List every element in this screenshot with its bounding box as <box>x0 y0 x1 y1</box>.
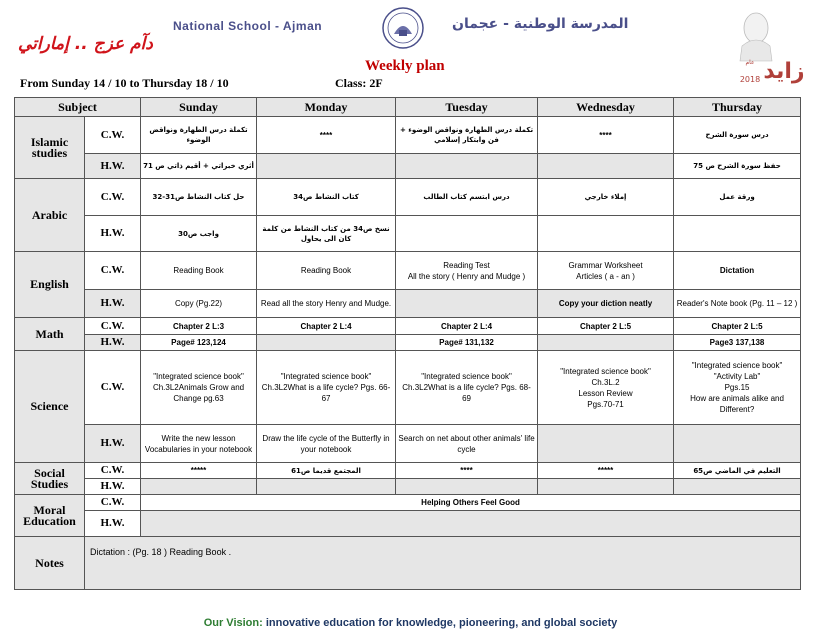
hw-label: H.W. <box>85 511 141 537</box>
science-cw-monday: "Integrated science book" Ch.3L2What is a life cycle? Pgs. 66-67 <box>257 351 396 425</box>
arabic-hw-thursday <box>674 216 801 252</box>
cw-label: C.W. <box>85 117 141 154</box>
vision-label: Our Vision: <box>203 617 263 629</box>
science-hw-monday: Draw the life cycle of the Butterfly in your notebook <box>257 425 396 463</box>
social-hw-thursday <box>674 479 801 495</box>
subject-islamic: Islamic studies <box>15 117 85 179</box>
arabic-hw-monday: نسخ ص34 من كتاب النشاط من كلمة كان الى يحاول <box>257 216 396 252</box>
school-name-arabic: المدرسة الوطنية - عجمان <box>452 16 629 32</box>
social-hw-sunday <box>141 479 257 495</box>
english-cw-tuesday: Reading Test All the story ( Henry and Mudge ) <box>396 252 538 290</box>
slogan-logo: دآم عزج .. إماراتي <box>18 34 153 54</box>
class-label: Class: 2F <box>335 76 383 90</box>
subject-arabic: Arabic <box>15 179 85 252</box>
islamic-cw-tuesday: تكملة درس الطهارة ونواقض الوضوء + فن وابتكار إسلامي <box>396 117 538 154</box>
moral-cw-week: Helping Others Feel Good <box>141 495 801 511</box>
moral-hw-row <box>15 511 801 537</box>
islamic-hw-wednesday <box>538 154 674 179</box>
arabic-cw-tuesday: درس ابتسم كتاب الطالب <box>396 179 538 216</box>
islamic-hw-monday <box>257 154 396 179</box>
science-hw-thursday <box>674 425 801 463</box>
year-of-zayed-logo <box>726 6 810 86</box>
arabic-cw-monday: كتاب النشاط ص34 <box>257 179 396 216</box>
day-header-thursday: Thursday <box>674 98 801 117</box>
arabic-cw-wednesday: إملاء خارجي <box>538 179 674 216</box>
english-hw-sunday: Copy (Pg.22) <box>141 290 257 318</box>
english-hw-row <box>15 290 801 318</box>
science-cw-row <box>15 351 801 425</box>
social-hw-monday <box>257 479 396 495</box>
moral-hw-week <box>141 511 801 537</box>
day-header-sunday: Sunday <box>141 98 257 117</box>
social-cw-sunday: ***** <box>141 463 257 479</box>
social-cw-wednesday: ***** <box>538 463 674 479</box>
english-hw-wednesday: Copy your diction neatly <box>538 290 674 318</box>
english-cw-thursday: Dictation <box>674 252 801 290</box>
hw-label: H.W. <box>85 425 141 463</box>
day-header-monday: Monday <box>257 98 396 117</box>
moral-cw-row <box>15 495 801 511</box>
notes-text: Dictation : (Pg. 18 ) Reading Book . <box>85 537 801 590</box>
math-hw-thursday: Page3 137,138 <box>674 335 801 351</box>
arabic-cw-thursday: ورقة عمل <box>674 179 801 216</box>
date-range: From Sunday 14 / 10 to Thursday 18 / 10 <box>20 76 229 90</box>
social-cw-tuesday: **** <box>396 463 538 479</box>
subject-english: English <box>15 252 85 318</box>
english-cw-monday: Reading Book <box>257 252 396 290</box>
social-cw-thursday: التعليم في الماضي ص65 <box>674 463 801 479</box>
cw-label: C.W. <box>85 495 141 511</box>
math-cw-row <box>15 318 801 335</box>
arabic-hw-tuesday <box>396 216 538 252</box>
subject-moral-education: Moral Education <box>15 495 85 537</box>
page-title: Weekly plan <box>365 58 445 74</box>
science-hw-tuesday: Search on net about other animals' life cycle <box>396 425 538 463</box>
social-cw-row <box>15 463 801 479</box>
english-hw-tuesday <box>396 290 538 318</box>
day-header-tuesday: Tuesday <box>396 98 538 117</box>
math-cw-wednesday: Chapter 2 L:5 <box>538 318 674 335</box>
zayed-logo-year-label: عام <box>745 59 755 66</box>
arabic-hw-wednesday <box>538 216 674 252</box>
hw-label: H.W. <box>85 479 141 495</box>
arabic-cw-sunday: حل كتاب النشاط ص31-32 <box>141 179 257 216</box>
cw-label: C.W. <box>85 252 141 290</box>
zayed-logo-text: زايد <box>763 59 805 84</box>
cw-label: C.W. <box>85 318 141 335</box>
islamic-cw-monday: **** <box>257 117 396 154</box>
english-cw-row <box>15 252 801 290</box>
math-hw-wednesday <box>538 335 674 351</box>
math-cw-thursday: Chapter 2 L:5 <box>674 318 801 335</box>
social-cw-monday: المجتمع قديما ص61 <box>257 463 396 479</box>
islamic-hw-tuesday <box>396 154 538 179</box>
hw-label: H.W. <box>85 335 141 351</box>
cw-label: C.W. <box>85 463 141 479</box>
science-cw-thursday: "Integrated science book" "Activity Lab" Pgs.15 How are animals alike and Different? <box>674 351 801 425</box>
science-cw-tuesday: "Integrated science book" Ch.3L2What is a life cycle? Pgs. 68-69 <box>396 351 538 425</box>
math-hw-sunday: Page# 123,124 <box>141 335 257 351</box>
islamic-cw-sunday: تكملة درس الطهارة ونواقض الوضوء <box>141 117 257 154</box>
vision-statement <box>0 617 821 629</box>
english-hw-monday: Read all the story Henry and Mudge. <box>257 290 396 318</box>
school-crest-icon <box>372 6 434 50</box>
social-hw-wednesday <box>538 479 674 495</box>
school-name-english: National School - Ajman <box>173 19 323 33</box>
math-hw-row <box>15 335 801 351</box>
english-cw-sunday: Reading Book <box>141 252 257 290</box>
cw-label: C.W. <box>85 351 141 425</box>
arabic-hw-row <box>15 216 801 252</box>
islamic-cw-thursday: درس سورة الشرح <box>674 117 801 154</box>
islamic-hw-row <box>15 154 801 179</box>
subject-science: Science <box>15 351 85 463</box>
hw-label: H.W. <box>85 290 141 318</box>
social-hw-tuesday <box>396 479 538 495</box>
hw-label: H.W. <box>85 216 141 252</box>
day-header-wednesday: Wednesday <box>538 98 674 117</box>
math-cw-tuesday: Chapter 2 L:4 <box>396 318 538 335</box>
math-hw-monday <box>257 335 396 351</box>
science-hw-row <box>15 425 801 463</box>
science-cw-sunday: "Integrated science book" Ch.3L2Animals Grow and Change pg.63 <box>141 351 257 425</box>
cw-label: C.W. <box>85 179 141 216</box>
social-hw-row <box>15 479 801 495</box>
vision-text: innovative education for knowledge, pioneering, and global society <box>265 617 618 629</box>
arabic-hw-sunday: واجب ص30 <box>141 216 257 252</box>
science-cw-wednesday: "Integrated science book" Ch.3L.2 Lesson Review Pgs.70-71 <box>538 351 674 425</box>
english-hw-thursday: Reader's Note book (Pg. 11 – 12 ) <box>674 290 801 318</box>
subject-header: Subject <box>15 98 141 117</box>
math-cw-sunday: Chapter 2 L:3 <box>141 318 257 335</box>
notes-label: Notes <box>15 537 85 590</box>
science-hw-wednesday <box>538 425 674 463</box>
math-hw-tuesday: Page# 131,132 <box>396 335 538 351</box>
header-row <box>15 98 801 117</box>
science-hw-sunday: Write the new lesson Vocabularies in your notebook <box>141 425 257 463</box>
islamic-hw-thursday: حفظ سورة الشرح ص 75 <box>674 154 801 179</box>
math-cw-monday: Chapter 2 L:4 <box>257 318 396 335</box>
hw-label: H.W. <box>85 154 141 179</box>
islamic-cw-wednesday: **** <box>538 117 674 154</box>
subject-math: Math <box>15 318 85 351</box>
islamic-cw-row <box>15 117 801 154</box>
subject-social-studies: Social Studies <box>15 463 85 495</box>
islamic-hw-sunday: أثري خبراتي + أقيم ذاتي ص 71 <box>141 154 257 179</box>
arabic-cw-row <box>15 179 801 216</box>
zayed-logo-year: 2018 <box>739 75 761 84</box>
weekly-plan-table <box>14 97 801 590</box>
english-cw-wednesday: Grammar Worksheet Articles ( a - an ) <box>538 252 674 290</box>
notes-row <box>15 537 801 590</box>
